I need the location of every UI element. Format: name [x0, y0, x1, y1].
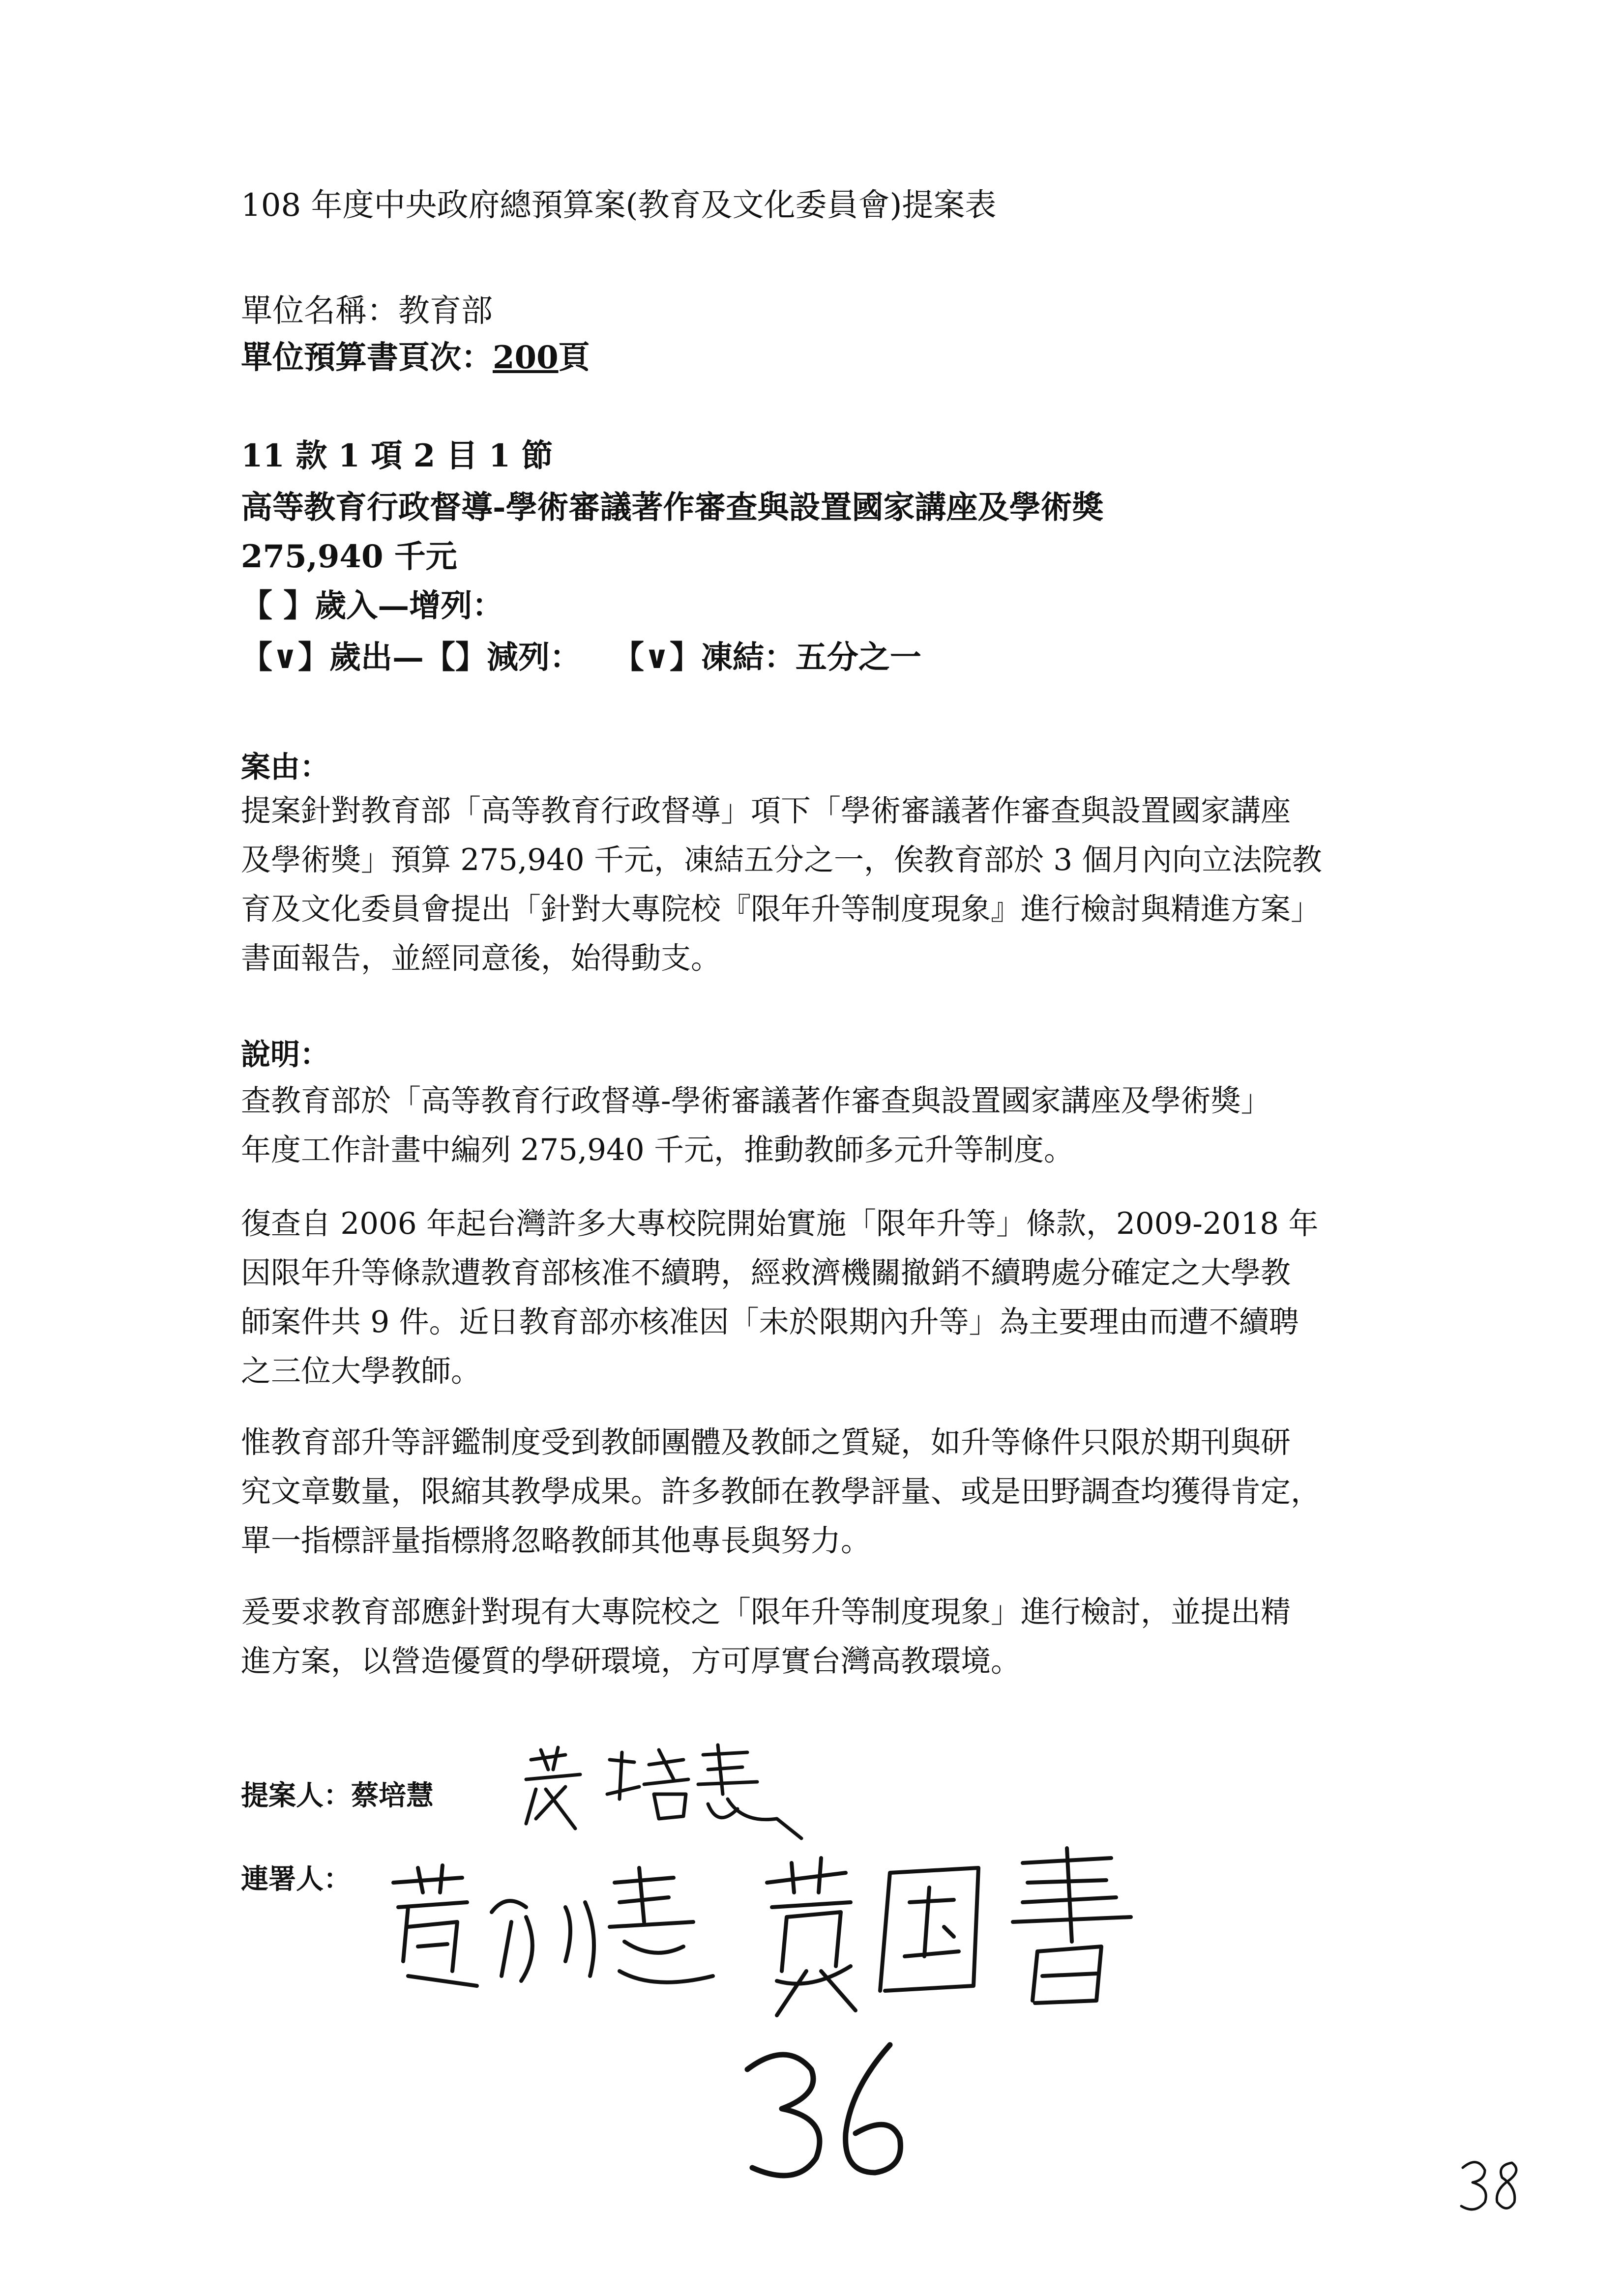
proposer-label: 提案人：蔡培慧 — [241, 1779, 434, 1812]
explanation-line: 進方案，以營造優質的學研環境，方可厚實台灣高教環境。 — [241, 1644, 1021, 1679]
explanation-line: 惟教育部升等評鑑制度受到教師團體及教師之質疑，如升等條件只限於期刊與研 — [241, 1425, 1291, 1460]
cause-line: 育及文化委員會提出「針對大專院校『限年升等制度現象』進行檢討與精進方案」 — [241, 892, 1321, 927]
cosigners-label: 連署人： — [241, 1863, 351, 1895]
explanation-line: 因限年升等條款遭教育部核准不續聘，經救濟機關撤銷不續聘處分確定之大學教 — [241, 1255, 1291, 1290]
budget-page-prefix: 單位預算書頁次： — [241, 339, 493, 376]
section-code: 11 款 1 項 2 目 1 節 — [241, 437, 553, 474]
cause-heading: 案由： — [241, 750, 329, 785]
revenue-line: 【 】歲入—增列： — [241, 587, 504, 624]
budget-page-line — [241, 339, 590, 377]
explanation-line: 查教育部於「高等教育行政督導-學術審議著作審查與設置國家講座及學術獎」 — [241, 1083, 1271, 1118]
explanation-paragraph-2 — [241, 1199, 1391, 1396]
explanation-paragraph-1 — [241, 1076, 1391, 1175]
explanation-line: 師案件共 9 件。近日教育部亦核准因「未於限期內升等」為主要理由而遭不續聘 — [241, 1305, 1299, 1339]
cause-line: 書面報告，並經同意後，始得動支。 — [241, 941, 721, 976]
form-title: 108 年度中央政府總預算案(教育及文化委員會)提案表 — [241, 187, 997, 224]
handwritten-number-corner — [1455, 2153, 1534, 2217]
explanation-line: 復查自 2006 年起台灣許多大專校院開始實施「限年升等」條款，2009-2018 年 — [241, 1206, 1319, 1241]
explanation-line: 爰要求教育部應針對現有大專院校之「限年升等制度現象」進行檢討，並提出精 — [241, 1595, 1291, 1629]
explanation-line: 單一指標評量指標將忽略教師其他專長與努力。 — [241, 1523, 871, 1558]
budget-page-suffix: 頁 — [558, 339, 590, 376]
explanation-paragraph-4 — [241, 1588, 1391, 1686]
proposer-signature — [511, 1740, 806, 1848]
explanation-paragraph-3 — [241, 1418, 1391, 1566]
explanation-line: 年度工作計畫中編列 275,940 千元，推動教師多元升等制度。 — [241, 1133, 1074, 1167]
cause-line: 提案針對教育部「高等教育行政督導」項下「學術審議著作審查與設置國家講座 — [241, 793, 1291, 828]
budget-page-number: 200 — [493, 339, 559, 376]
unit-name: 單位名稱：教育部 — [241, 293, 493, 329]
cause-line: 及學術獎」預算 275,940 千元，凍結五分之一，俟教育部於 3 個月內向立法院教 — [241, 843, 1322, 877]
cosigner-signature-1 — [379, 1863, 723, 2010]
explanation-line: 究文章數量，限縮其教學成果。許多教師在教學評量、或是田野調查均獲得肯定， — [241, 1474, 1321, 1509]
cause-body — [241, 786, 1391, 983]
cosigner-signature-2 — [747, 1843, 1151, 2030]
handwritten-number-main — [728, 2035, 934, 2192]
item-amount: 275,940 千元 — [241, 538, 457, 575]
expenditure-line: 【∨】歲出—【】減列： 【∨】凍結：五分之一 — [241, 639, 921, 676]
item-name: 高等教育行政督導-學術審議著作審查與設置國家講座及學術獎 — [241, 489, 1104, 526]
explanation-line: 之三位大學教師。 — [241, 1354, 481, 1389]
explanation-heading: 說明： — [241, 1038, 329, 1072]
